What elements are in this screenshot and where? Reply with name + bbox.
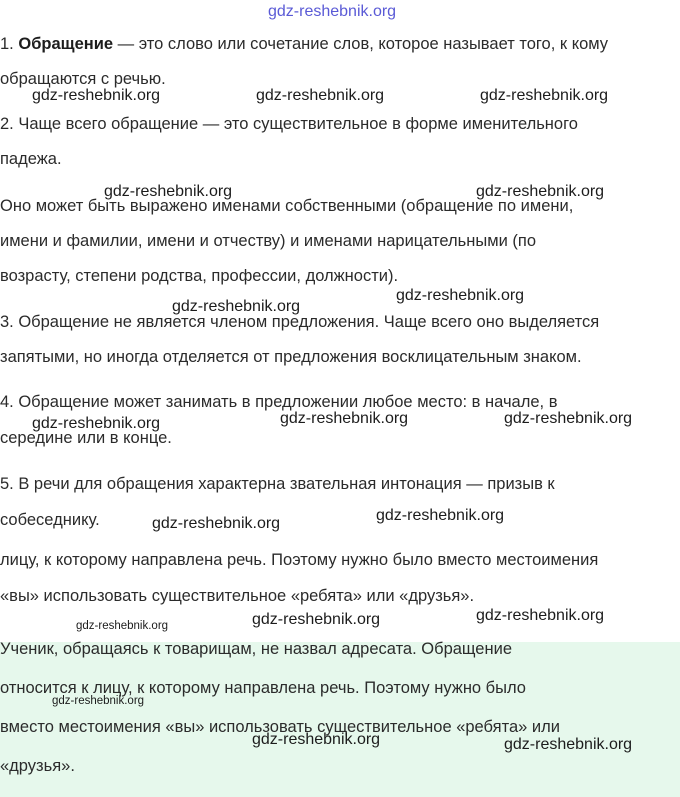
item-2-line-2: падежа.	[0, 150, 62, 168]
item-2b-line-1: Оно может быть выражено именами собственными (обращение по имени,	[0, 197, 574, 215]
item-2b-line-3: возрасту, степени родства, профессии, должности).	[0, 267, 399, 285]
watermark: gdz-reshebnik.org	[480, 87, 609, 104]
item-2b-line-2: имени и фамилии, имени и отчеству) и именами нарицательными (по	[0, 232, 536, 250]
item-1-line-2: обращаются с речью.	[0, 70, 166, 88]
item-1-rest: — это слово или сочетание слов, которое называет того, к кому	[113, 35, 609, 53]
answer-line-1: Ученик, обращаясь к товарищам, не назвал адресата. Обращение	[0, 640, 512, 658]
item-3-line-2: запятыми, но иногда отделяется от предложения восклицательным знаком.	[0, 348, 582, 366]
watermark: gdz-reshebnik.org	[256, 87, 385, 104]
watermark: gdz-reshebnik.org	[252, 731, 381, 748]
watermark: gdz-reshebnik.org	[32, 87, 161, 104]
watermark: gdz-reshebnik.org	[104, 183, 233, 200]
item-5-line-1: 5. В речи для обращения характерна звательная интонация — призыв к	[0, 475, 555, 493]
item-4-line-2: середине или в конце.	[0, 429, 172, 447]
answer-line-3: вместо местоимения «вы» использовать существительное «ребята» или	[0, 718, 560, 736]
item-4-line-1: 4. Обращение может занимать в предложении любое место: в начале, в	[0, 393, 558, 411]
watermark: gdz-reshebnik.org	[476, 607, 605, 624]
watermark: gdz-reshebnik.org	[152, 515, 281, 532]
watermark-top: gdz-reshebnik.org	[268, 3, 397, 20]
watermark: gdz-reshebnik.org	[476, 183, 605, 200]
watermark: gdz-reshebnik.org	[172, 298, 301, 315]
item-2-line-1: 2. Чаще всего обращение — это существительное в форме именительного	[0, 115, 578, 133]
watermark: gdz-reshebnik.org	[252, 611, 381, 628]
extra-line-1: лицу, к которому направлена речь. Поэтому нужно было вместо местоимения	[0, 551, 599, 569]
item-5-line-2: собеседнику.	[0, 511, 100, 529]
item-3-line-1: 3. Обращение не является членом предложения. Чаще всего оно выделяется	[0, 313, 600, 331]
watermark: gdz-reshebnik.org	[504, 410, 633, 427]
item-1-line-1	[0, 35, 608, 54]
answer-line-4: «друзья».	[0, 757, 75, 775]
item-1-number: 1.	[0, 35, 19, 53]
watermark: gdz-reshebnik.org	[376, 507, 505, 524]
watermark: gdz-reshebnik.org	[32, 415, 161, 432]
watermark: gdz-reshebnik.org	[396, 287, 525, 304]
watermark: gdz-reshebnik.org	[280, 410, 409, 427]
item-1-term: Обращение	[18, 35, 114, 53]
answer-line-2: относится к лицу, к которому направлена речь. Поэтому нужно было	[0, 679, 526, 697]
watermark: gdz-reshebnik.org	[504, 736, 633, 753]
watermark-small: gdz-reshebnik.org	[52, 695, 145, 707]
watermark-small: gdz-reshebnik.org	[76, 620, 169, 632]
extra-line-2: «вы» использовать существительное «ребята» или «друзья».	[0, 587, 475, 605]
